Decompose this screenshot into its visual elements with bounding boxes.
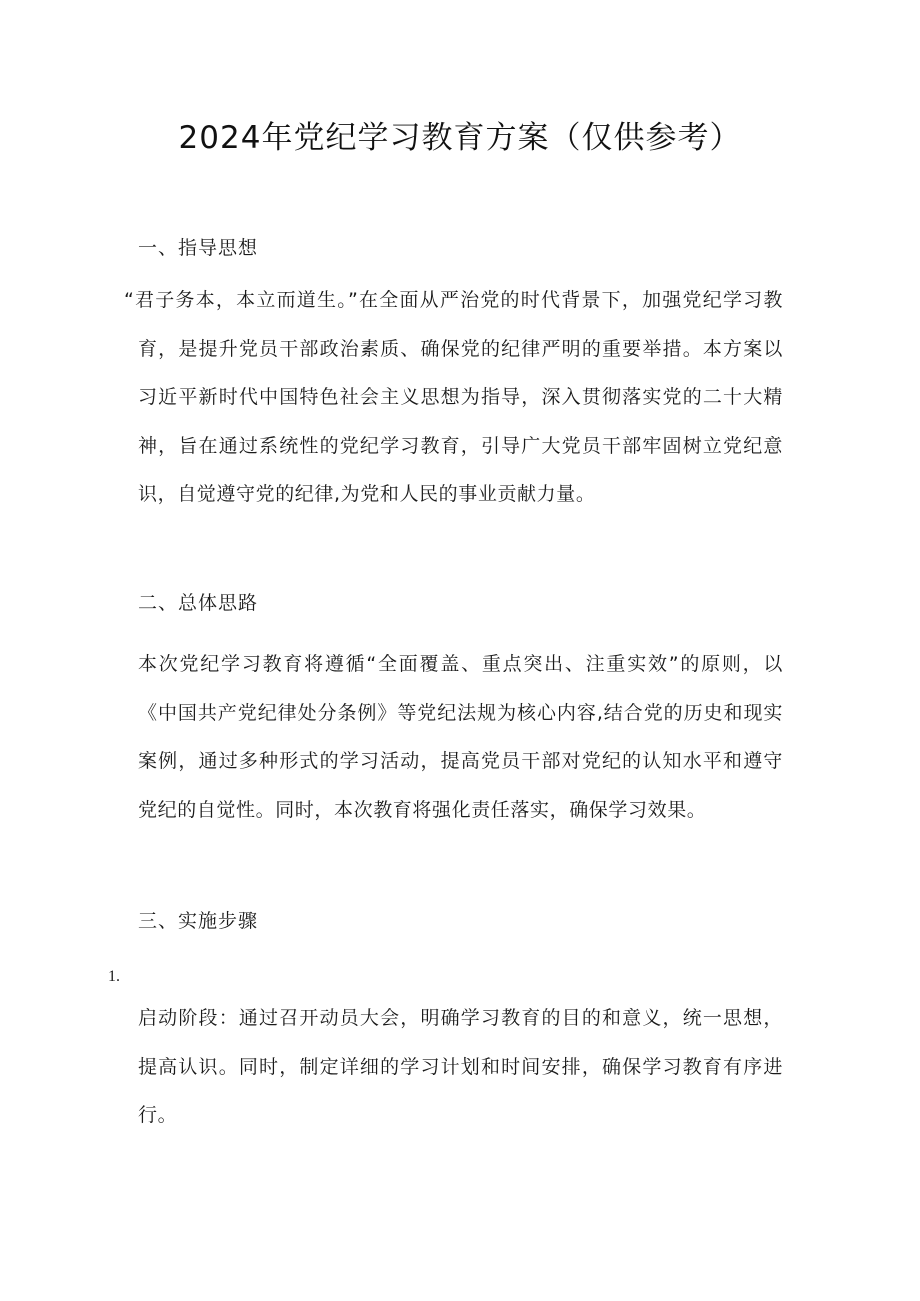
section-paragraph-launch-stage: 启动阶段：通过召开动员大会，明确学习教育的目的和意义，统一思想，提高认识。同时，制定详细的学习计划和时间安排，确保学习教育有序进行。 xyxy=(138,1007,783,1127)
section-heading-overall-approach: 二、总体思路 xyxy=(138,592,259,614)
section-heading-implementation-steps: 三、实施步骤 xyxy=(138,910,259,932)
section-paragraph-overall-approach: 本次党纪学习教育将遵循“全面覆盖、重点突出、注重实效”的原则，以《中国共产党纪律处分条例》等党纪法规为核心内容,结合党的历史和现实案例，通过多种形式的学习活动，提高党员干部对党纪的认知水平和遵守党纪的自觉性。同时，本次教育将强化责任落实，确保学习效果。 xyxy=(138,653,783,821)
document-title: 2024年党纪学习教育方案（仅供参考） xyxy=(178,120,742,156)
list-marker: 1. xyxy=(108,968,120,985)
section-paragraph-guiding-ideology: “君子务本，本立而道生。”在全面从严治党的时代背景下，加强党纪学习教育，是提升党员干部政治素质、确保党的纪律严明的重要举措。本方案以习近平新时代中国特色社会主义思想为指导，深入贯彻落实党的二十大精神，旨在通过系统性的党纪学习教育，引导广大党员干部牢固树立党纪意识，自觉遵守党的纪律,为党和人民的事业贡献力量。 xyxy=(124,289,783,506)
section-heading-guiding-ideology: 一、指导思想 xyxy=(138,237,259,259)
